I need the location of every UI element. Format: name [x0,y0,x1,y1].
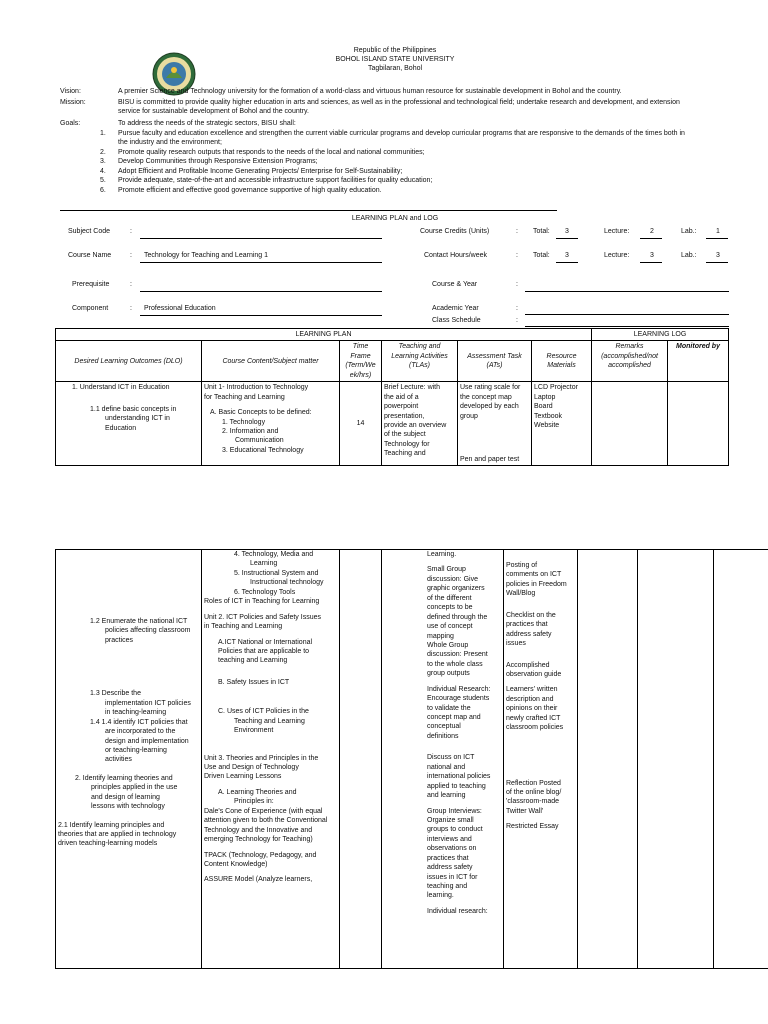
mission-text-line2: service for sustainable development of Bohol and the country. [118,108,309,115]
goal-item: 5. Provide adequate, state-of-the-art and accessible infrastructure support facilities for quality education; [100,177,433,185]
credits-lecture-value: 2 [650,228,654,235]
vision-label: Vision: [60,88,81,95]
learning-plan-table [55,328,729,466]
goal-item: 1. Pursue faculty and education excellence and strengthen the current viable curricular programs and develop curricular programs that are responsive to the demands of the times both in the industry and the environment; [100,130,685,147]
content-item: 1. Technology [222,418,266,426]
class-schedule-field[interactable] [525,326,729,327]
assessment-cell: Posting of comments on ICT policies in Freedom Wall/Blog Checklist on the practices that address safety issues Accomplished observation guide Learners' written description and opinions on their newly crafted ICT classroom policies Reflection Posted of the online blog/ 'classroom-made Twitter Wall' Restricted Essay [504,550,578,969]
time-frame-cell [340,550,382,969]
goals-intro: To address the needs of the strategic sectors, BISU shall: [118,120,296,127]
underline [706,262,728,263]
component-label: Component [72,305,109,312]
colon: : [516,317,518,324]
prerequisite-label: Prerequisite [72,281,110,288]
tla-cell: Brief Lecture: with the aid of a powerpoint presentation, provide an overview of the subject Technology for Teaching and [382,382,458,466]
header-republic: Republic of the Philippines [353,47,437,54]
prerequisite-field[interactable] [140,291,382,292]
col-header-remarks: Remarks (accomplished/not accomplished [592,341,668,382]
divider-line [60,210,557,211]
content-unit-3: Unit 3. Theories and Principles in the [204,754,319,762]
course-name-field[interactable] [140,262,382,263]
hours-lab-value: 3 [716,252,720,259]
goals-list [100,129,730,195]
header-location: Tagbilaran, Bohol [367,65,423,72]
content-item: 3. Educational Technology [222,446,304,454]
goals-label: Goals: [60,120,81,127]
dlo-cell: 1.2 Enumerate the national ICT policies affecting classroom practices 1.3 Describe the implementation ICT policies in teaching-learning 1.4 1.4 identify ICT policies that are incorporated to the design and implementation or teaching-learning activities 2. Identify learning theories and principles applied in the use and design of learning lessons with technology 2.1 Identify learning principles and theories that are applied in technology driven teaching-learning models [56,550,202,969]
dlo-1: 1. Understand ICT in Education [72,384,170,392]
underline [640,262,662,263]
dlo-1-3: 1.3 Describe the [90,690,141,698]
credits-total-value: 3 [565,228,569,235]
content-unit-1: Unit 1- Introduction to Technology [204,384,309,392]
vision-text: A premier Science and Technology university for the formation of a world-class and virtuous human resource for sustainable development in Bohol and the country. [118,88,622,95]
credits-total-label: Total: [533,228,550,235]
remarks-cell [638,550,714,969]
credits-lab-value: 1 [716,228,720,235]
hours-total-label: Total: [533,252,550,259]
goal-item: 3. Develop Communities through Responsive Extension Programs; [100,158,318,166]
contact-hours-label: Contact Hours/week [424,252,488,259]
credits-lab-label: Lab.: [681,228,697,235]
colon: : [130,252,132,259]
colon: : [516,228,518,235]
mission-label: Mission: [60,99,86,106]
time-frame-cell [340,382,382,466]
goal-item: 4. Adopt Efficient and Profitable Income Generating Projects/ Enterprise for Self-Sustainability; [100,167,403,175]
time-frame-value: 14 [356,420,365,428]
colon: : [516,281,518,288]
learning-plan-table-continued [55,549,768,969]
underline [706,238,728,239]
subject-code-field[interactable] [140,238,382,239]
content-item: 2. Information and [222,427,279,435]
subject-code-label: Subject Code [68,228,111,235]
learning-plan-section-header: LEARNING PLAN [56,329,592,341]
monitored-by-cell [714,550,768,969]
resources-cell: LCD Projector Laptop Board Textbook Website [532,382,592,466]
hours-lab-label: Lab.: [681,252,697,259]
remarks-cell [592,382,668,466]
learning-log-section-header: LEARNING LOG [592,329,729,341]
col-header-content: Course Content/Subject matter [202,341,340,382]
component-value: Professional Education [144,305,216,312]
colon: : [130,281,132,288]
content-cell [202,382,340,466]
hours-lecture-value: 3 [650,252,654,259]
colon: : [130,228,132,235]
dlo-2: 2. Identify learning theories and [75,774,173,782]
header-university: BOHOL ISLAND STATE UNIVERSITY [335,56,455,63]
content-cell: 4. Technology, Media and Learning 5. Instructional System and Instructional technology 6. Technology Tools Roles of ICT in Teaching for Learning Unit 2. ICT Policies and Safety Issues in Teaching and Learning A.ICT National or International Policies that are applicable to teaching and Learning B. Safety Issues in ICT C. Uses of ICT Policies in the Teaching and Learning Environment Unit 3. Theories and Principles in the Use and Design of Technology Driven Learning Lessons A. Learning Theories and Principles in: Dale's Cone of Experience (with equal attention given to both the Conventional Technology and the Innovative and emerging Technology for Teaching) TPACK (Technology, Pedagogy, and Content Knowledge) ASSURE Model (Analyze learners, [202,550,340,969]
dlo-cell [56,382,202,466]
goal-item: 6. Promote efficient and effective good governance supportive of high quality education. [100,186,382,194]
learning-plan-title: LEARNING PLAN and LOG [351,215,439,222]
academic-year-field[interactable] [525,314,729,315]
goal-item: 2. Promote quality research outputs that responds to the needs of the local and national communities; [100,148,425,156]
dlo-2-1: 2.1 Identify learning principles and [58,821,165,829]
col-header-assessment: Assessment Task (ATs) [458,341,532,382]
colon: : [516,252,518,259]
col-header-dlo: Desired Learning Outcomes (DLO) [56,341,202,382]
hours-total-value: 3 [565,252,569,259]
underline [556,262,578,263]
component-field[interactable] [140,315,382,316]
underline [640,238,662,239]
resources-cell [578,550,638,969]
hours-lecture-label: Lecture: [604,252,630,259]
dlo-1-4: 1.4 1.4 identify ICT policies that [90,718,188,726]
course-credits-label: Course Credits (Units) [420,228,490,235]
assessment-cell: Use rating scale for the concept map developed by each group Pen and paper test [458,382,532,466]
colon: : [130,305,132,312]
col-header-tla: Teaching and Learning Activities (TLAs) [382,341,458,382]
dlo-1-1-cont: understanding ICT in [105,415,170,423]
dlo-1-2: 1.2 Enumerate the national ICT [90,618,188,625]
course-name-label: Course Name [68,252,112,259]
course-year-label: Course & Year [432,281,478,288]
col-header-resources: Resource Materials [532,341,592,382]
credits-lecture-label: Lecture: [604,228,630,235]
monitored-by-cell [668,382,729,466]
colon: : [516,305,518,312]
course-year-field[interactable] [525,291,729,292]
col-header-monitored-by: Monitored by [668,341,729,382]
col-header-time-frame: Time Frame (Term/We ek/hrs) [340,341,382,382]
mission-text-line1: BISU is committed to provide quality higher education in arts and sciences, as well as in the professional and technological field; undertake research and development, and extension [118,99,680,106]
academic-year-label: Academic Year [432,305,479,312]
content-item: A. Basic Concepts to be defined: [210,409,312,417]
content-item: Communication [235,437,284,445]
tla-cell: Learning. Small Group discussion: Give graphic organizers of the different concepts to be defined through the use of concept mapping Whole Group discussion: Present to the whole class group outputs Individual Research: Encourage students to validate the concept map and conceptual definitions Discuss on ICT national and international policies applied to teaching and learning Group Interviews: Organize small groups to conduct interviews and observations on practices that address safety issues in ICT for teaching and learning. Individual research: [382,550,504,969]
underline [556,238,578,239]
dlo-1-1: 1.1 define basic concepts in [90,405,177,413]
course-name-value: Technology for Teaching and Learning 1 [144,252,269,259]
content-unit-2: Unit 2. ICT Policies and Safety Issues [204,613,321,621]
dlo-1-1-cont: Education [105,424,137,432]
content-unit-1-cont: for Teaching and Learning [204,393,285,401]
class-schedule-label: Class Schedule [432,317,481,324]
